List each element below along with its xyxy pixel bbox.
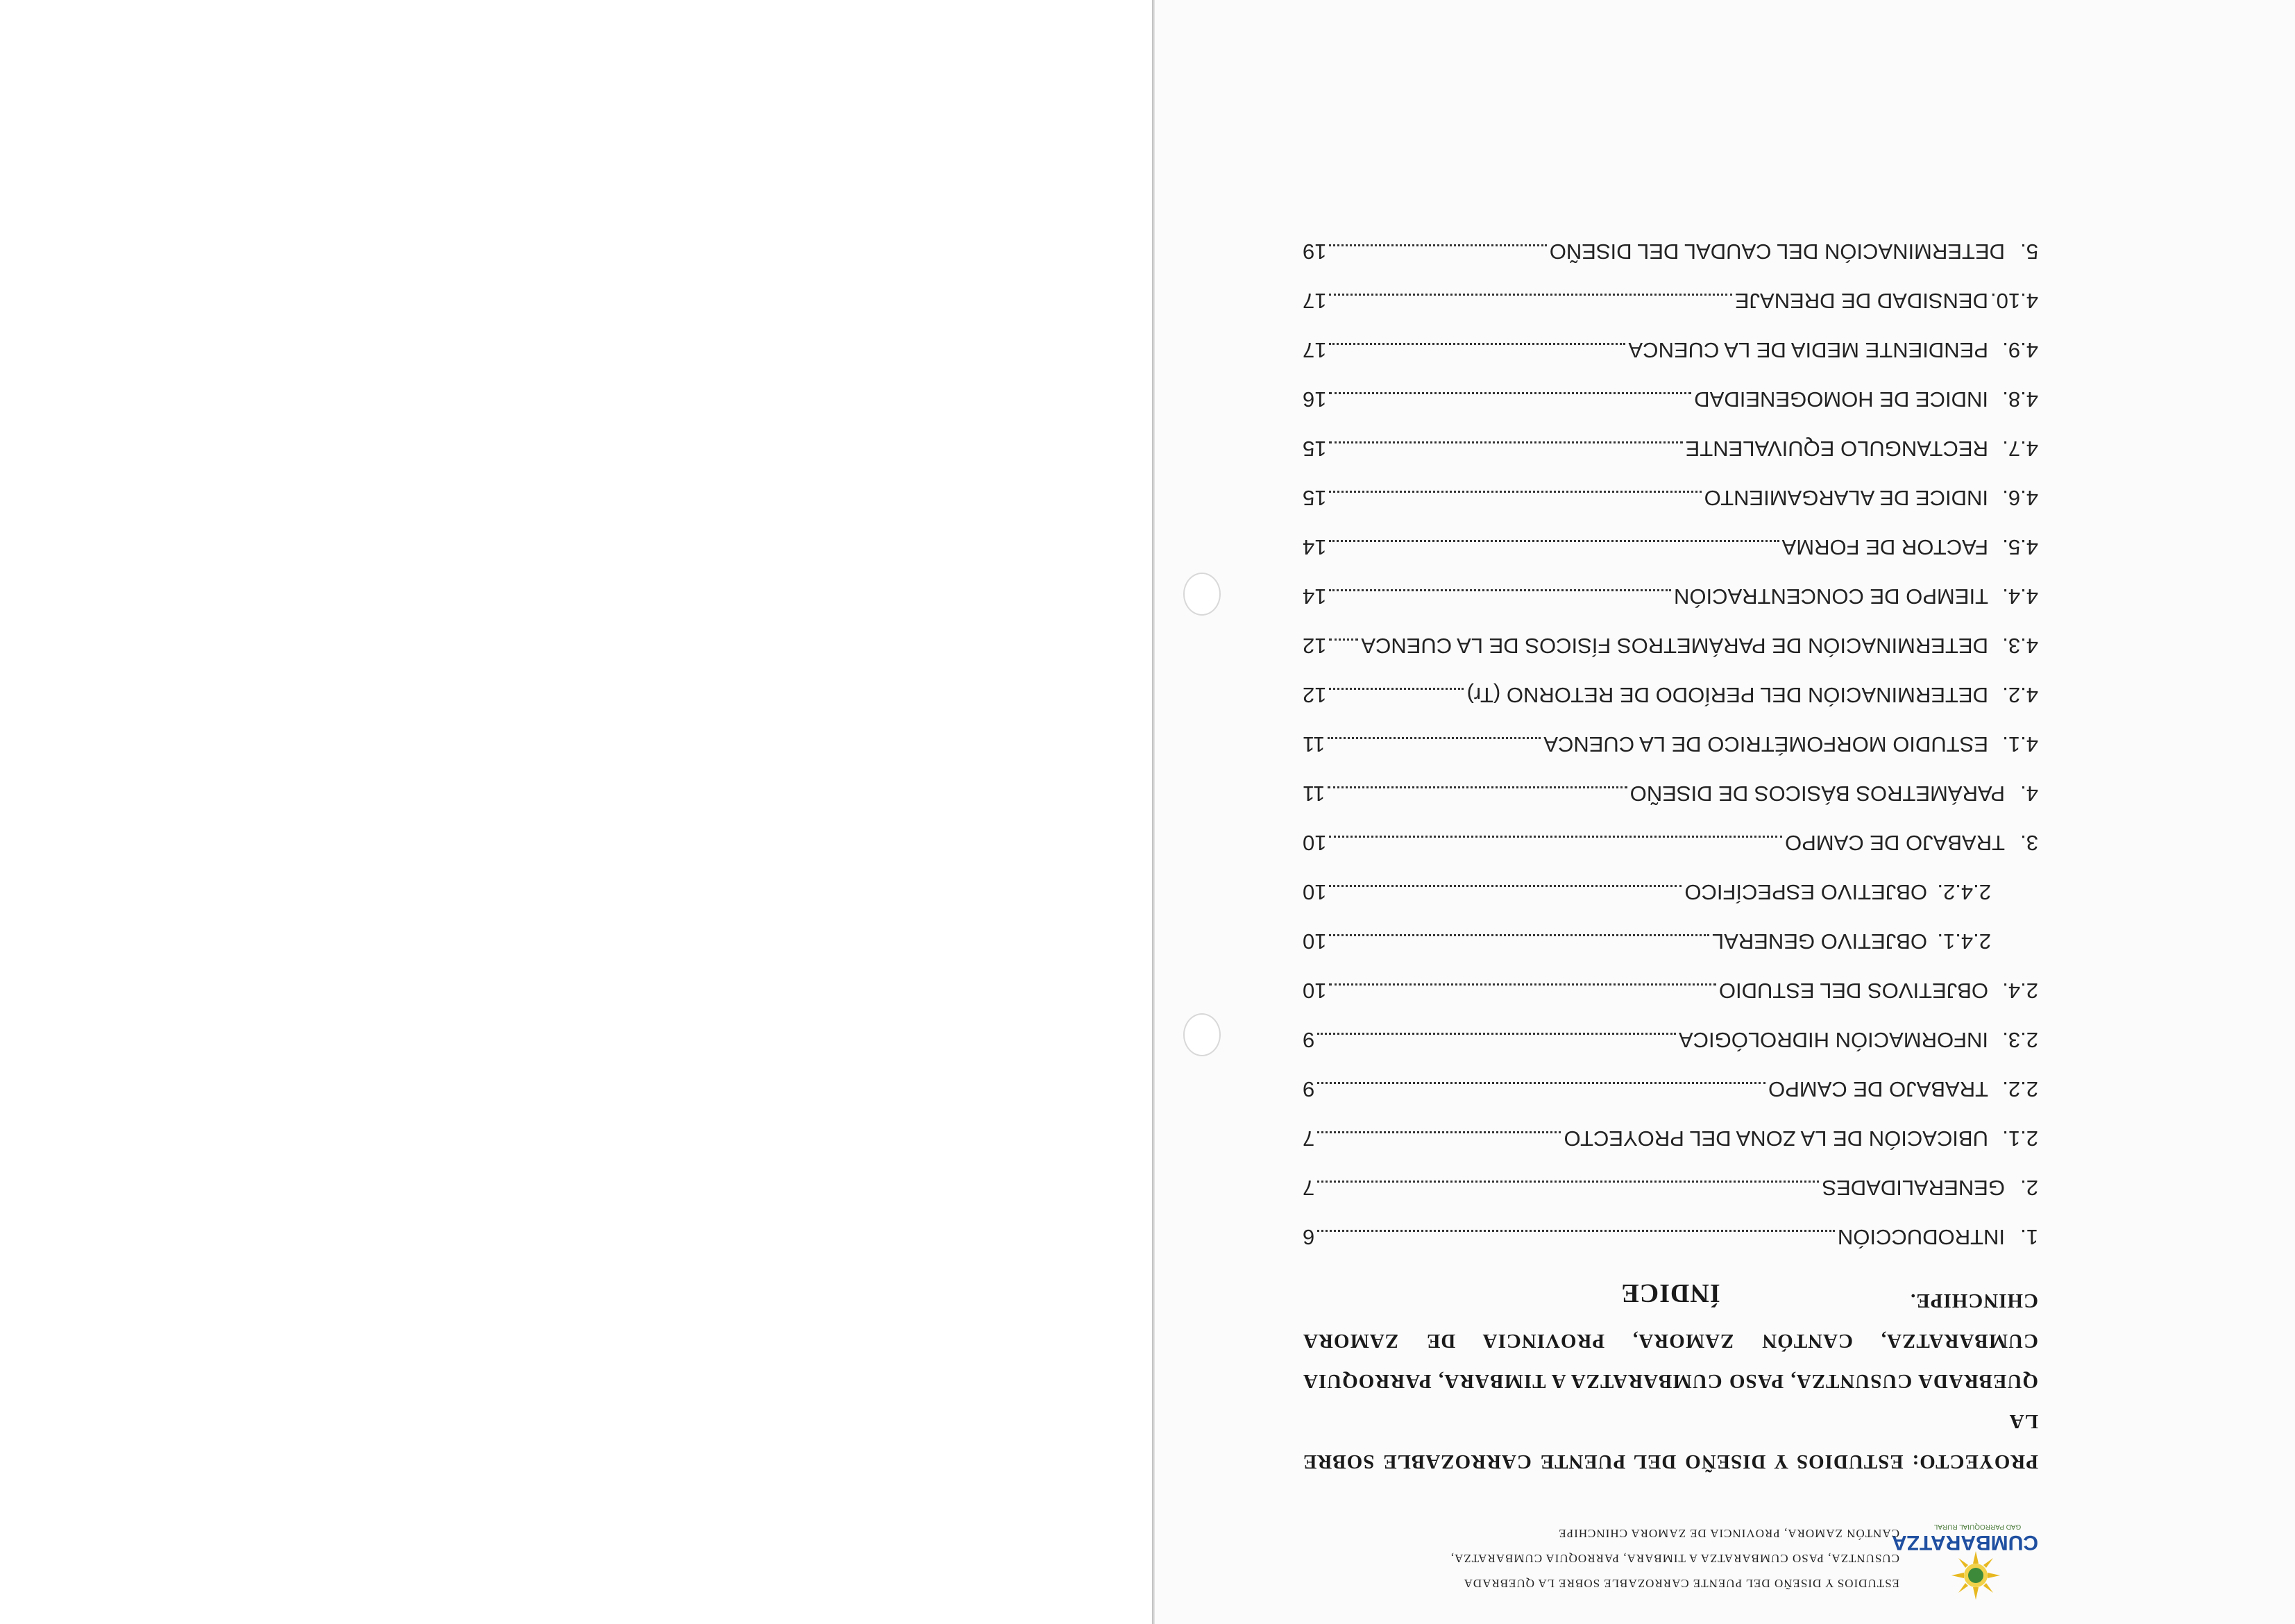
toc-entry	[1303, 756, 2038, 806]
toc-entry-number: 3.	[2020, 831, 2038, 855]
toc-dot-leader	[1317, 1181, 1819, 1196]
toc-entry	[1303, 362, 2038, 412]
toc-dot-leader	[1329, 392, 1691, 408]
toc-entry-label: GENERALIDADES	[1822, 1176, 2005, 1200]
toc-entry-label: TRABAJO DE CAMPO	[1768, 1077, 1988, 1101]
toc-entry-label: TRABAJO DE CAMPO	[1785, 831, 2005, 855]
sun-emblem-icon	[1951, 1551, 2000, 1600]
toc-dot-leader	[1328, 737, 1541, 753]
toc-entry	[1303, 1052, 2038, 1101]
toc-entry	[1303, 1101, 2038, 1151]
toc-entry-page: 14	[1303, 535, 1327, 559]
toc-entry-number: 2.	[2020, 1176, 2038, 1200]
toc-dot-leader	[1329, 885, 1682, 901]
toc-entry	[1303, 264, 2038, 313]
toc-entry-number: 4.8.	[2002, 387, 2038, 412]
toc-entry-number: 4.3.	[2002, 634, 2038, 658]
toc-entry-number: 4.	[2020, 781, 2038, 806]
toc-entry-label: ESTUDIO MORFOMÉTRICO DE LA CUENCA	[1543, 732, 1988, 756]
toc-entry	[1303, 510, 2038, 559]
toc-dot-leader	[1329, 491, 1701, 507]
toc-dot-leader	[1317, 1131, 1561, 1147]
toc-entry-page: 17	[1303, 289, 1327, 313]
toc-entry-label: OBJETIVO ESPECÍFICO	[1684, 880, 1927, 904]
toc-entry-page: 16	[1303, 387, 1327, 412]
toc-entry-label: PENDIENTE MEDIA DE LA CUENCA	[1628, 338, 1988, 362]
toc-dot-leader	[1329, 589, 1671, 605]
toc-entry-label: RECTANGULO EQUIVALENTE	[1685, 437, 1988, 461]
toc-dot-leader	[1329, 836, 1782, 852]
toc-entry-number: 4.10.	[1990, 289, 2038, 313]
toc-entry-page: 17	[1303, 338, 1327, 362]
toc-entry-number: 2.4.2.	[1937, 880, 1991, 904]
header-text	[1303, 1521, 1899, 1596]
page-header	[1303, 1509, 2038, 1600]
toc-entry-page: 10	[1303, 831, 1327, 855]
toc-entry	[1303, 559, 2038, 609]
toc-entry-page: 10	[1303, 880, 1327, 904]
toc-entry-number: 2.3.	[2002, 1028, 2038, 1052]
toc-entry-label: DETERMINACIÓN DEL PERÍODO DE RETORNO (Tr)	[1466, 683, 1988, 707]
toc-entry-number: 2.4.	[2002, 979, 2038, 1003]
toc-entry-label: PARÁMETROS BÁSICOS DE DISEÑO	[1629, 781, 2005, 806]
toc-entry-label: DETERMINACIÓN DE PARÁMETROS FÍSICOS DE LA CUENCA	[1361, 634, 1988, 658]
toc-dot-leader	[1329, 688, 1464, 704]
toc-entry	[1303, 214, 2038, 264]
toc-entry	[1303, 707, 2038, 756]
toc-entry-label: OBJETIVOS DEL ESTUDIO	[1718, 979, 1988, 1003]
toc-entry-page: 10	[1303, 979, 1327, 1003]
toc-entry-label: TIEMPO DE CONCENTRACIÓN	[1674, 584, 1988, 609]
toc-entry-page: 15	[1303, 437, 1327, 461]
toc-entry-label: INDICE DE HOMOGENEIDAD	[1694, 387, 1988, 412]
toc-entry-number: 2.1.	[2002, 1126, 2038, 1151]
toc-entry-page: 15	[1303, 486, 1327, 510]
toc-entry-page: 11	[1303, 781, 1326, 806]
toc-entry	[1303, 461, 2038, 510]
toc-entry-label: INFORMACIÓN HIDROLÓGICA	[1678, 1028, 1988, 1052]
toc-dot-leader	[1329, 638, 1358, 654]
toc-entry	[1303, 954, 2038, 1003]
toc-entry	[1303, 904, 2038, 954]
index-title: ÍNDICE	[1620, 1278, 1720, 1308]
header-line: CUSUNTZA, PASO CUMBARATZA A TIMBARA, PARROQUIA CUMBARATZA,	[1450, 1552, 1899, 1565]
toc-dot-leader	[1317, 1230, 1835, 1246]
toc-entry	[1303, 806, 2038, 855]
toc-entry	[1303, 1151, 2038, 1200]
toc-dot-leader	[1317, 1082, 1765, 1098]
toc-entry-page: 19	[1303, 239, 1327, 264]
toc-entry	[1303, 1200, 2038, 1249]
toc-entry-label: UBICACIÓN DE LA ZONA DEL PROYECTO	[1564, 1126, 1988, 1151]
toc-entry-page: 6	[1303, 1225, 1315, 1249]
toc-entry-number: 4.7.	[2002, 437, 2038, 461]
toc-entry-number: 4.1.	[2002, 732, 2038, 756]
toc-entry-number: 4.4.	[2002, 584, 2038, 609]
toc-entry	[1303, 313, 2038, 362]
toc-entry-number: 4.2.	[2002, 683, 2038, 707]
toc-entry	[1303, 1003, 2038, 1052]
toc-entry-label: FACTOR DE FORMA	[1781, 535, 1988, 559]
header-line: ESTUDIOS Y DISEÑO DEL PUENTE CARROZABLE SOBRE LA QUEBRADA	[1463, 1577, 1899, 1590]
toc-dot-leader	[1329, 983, 1716, 999]
toc-dot-leader	[1328, 786, 1627, 802]
toc-entry-label: INTRODUCCIÓN	[1837, 1225, 2005, 1249]
cumbaratza-logo	[1891, 1516, 2038, 1600]
toc-entry-page: 10	[1303, 929, 1327, 954]
project-line: PROYECTO: ESTUDIOS Y DISEÑO DEL PUENTE CARROZABLE SOBRE LA	[1303, 1410, 2038, 1473]
toc-entry-page: 11	[1303, 732, 1326, 756]
toc-entry-page: 12	[1303, 683, 1327, 707]
project-line: CUMBARATZA, CANTÓN ZAMORA, PROVINCIA DE ZAMORA	[1303, 1330, 2038, 1352]
toc-entry	[1303, 412, 2038, 461]
toc-entry-number: 2.2.	[2002, 1077, 2038, 1101]
toc-entry-number: 5.	[2020, 239, 2038, 264]
toc-dot-leader	[1329, 244, 1546, 260]
toc-entry	[1303, 658, 2038, 707]
table-of-contents	[1303, 214, 2038, 1249]
logo-subtitle: GAD PARROQUIAL RURAL	[1933, 1523, 2022, 1530]
project-line: CHINCHIPE.	[1910, 1289, 2038, 1312]
toc-entry	[1303, 855, 2038, 904]
toc-entry-label: OBJETIVO GENERAL	[1711, 929, 1927, 954]
toc-entry	[1303, 609, 2038, 658]
toc-entry-label: DETERMINACIÓN DEL CAUDAL DEL DISEÑO	[1549, 239, 2005, 264]
toc-entry-page: 9	[1303, 1028, 1315, 1052]
toc-dot-leader	[1329, 934, 1709, 950]
logo-name: CUMBARATZA	[1891, 1531, 2038, 1554]
header-line: CANTÓN ZAMORA, PROVINCIA DE ZAMORA CHINCHIPE	[1558, 1527, 1899, 1540]
toc-entry-page: 9	[1303, 1077, 1315, 1101]
toc-dot-leader	[1329, 343, 1625, 359]
toc-entry-number: 2.4.1.	[1937, 929, 1991, 954]
toc-entry-page: 7	[1303, 1176, 1315, 1200]
toc-entry-number: 1.	[2020, 1225, 2038, 1249]
document-page	[1155, 0, 2295, 1624]
project-line: QUEBRADA CUSUNTZA, PASO CUMBARATZA A TIMBARA, PARROQUIA	[1303, 1370, 2038, 1392]
toc-dot-leader	[1329, 441, 1682, 457]
toc-dot-leader	[1317, 1033, 1676, 1049]
toc-dot-leader	[1329, 294, 1731, 310]
toc-entry-page: 7	[1303, 1126, 1315, 1151]
toc-entry-page: 14	[1303, 584, 1327, 609]
toc-dot-leader	[1329, 540, 1779, 556]
toc-entry-label: INDICE DE ALARGAMIENTO	[1704, 486, 1988, 510]
toc-entry-number: 4.5.	[2002, 535, 2038, 559]
toc-entry-page: 12	[1303, 634, 1327, 658]
toc-entry-number: 4.6.	[2002, 486, 2038, 510]
project-title	[1303, 1280, 2038, 1482]
toc-entry-number: 4.9.	[2002, 338, 2038, 362]
toc-entry-label: DENSIDAD DE DRENAJE	[1734, 289, 1988, 313]
